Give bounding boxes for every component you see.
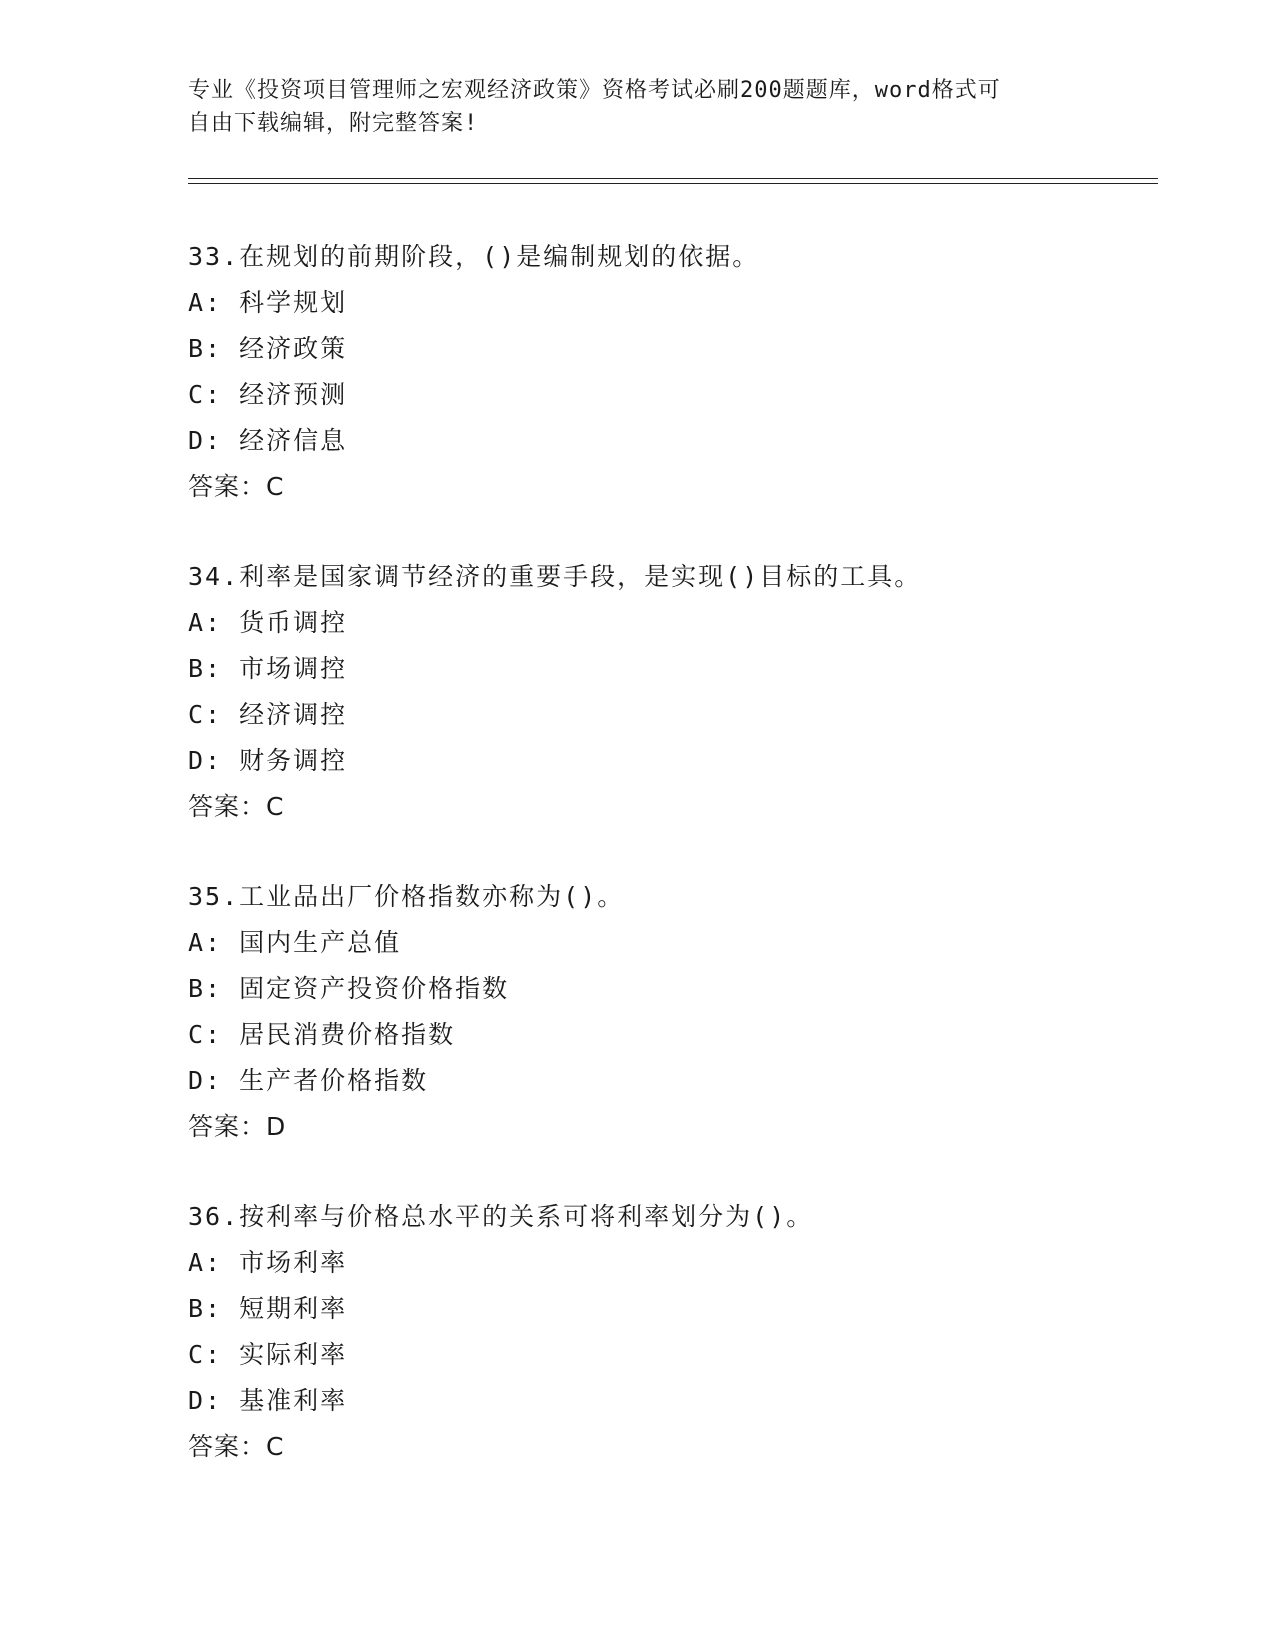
- option-d: D: 财务调控: [188, 746, 348, 775]
- question-block-36: [188, 1194, 1148, 1470]
- option-c: C: 实际利率: [188, 1340, 348, 1369]
- header-title-line-1: 专业《投资项目管理师之宏观经济政策》资格考试必刷200题题库，word格式可: [188, 78, 1001, 103]
- option-c: C: 居民消费价格指数: [188, 1020, 456, 1049]
- question-stem: 35.工业品出厂价格指数亦称为()。: [188, 882, 625, 911]
- question-stem: 36.按利率与价格总水平的关系可将利率划分为()。: [188, 1202, 814, 1231]
- header-divider-top: [188, 178, 1158, 179]
- answer-line: 答案：C: [188, 472, 285, 501]
- answer-line: 答案：D: [188, 1112, 287, 1141]
- question-stem: 33.在规划的前期阶段，()是编制规划的依据。: [188, 242, 760, 271]
- option-c: C: 经济调控: [188, 700, 348, 729]
- question-block-34: [188, 554, 1148, 830]
- header-title-line-2: 自由下载编辑，附完整答案!: [188, 111, 479, 136]
- answer-line: 答案：C: [188, 792, 285, 821]
- option-b: B: 经济政策: [188, 334, 348, 363]
- option-b: B: 短期利率: [188, 1294, 348, 1323]
- option-a: A: 国内生产总值: [188, 928, 402, 957]
- option-d: D: 经济信息: [188, 426, 348, 455]
- question-block-35: [188, 874, 1148, 1150]
- answer-line: 答案：C: [188, 1432, 285, 1461]
- option-a: A: 市场利率: [188, 1248, 348, 1277]
- question-stem: 34.利率是国家调节经济的重要手段，是实现()目标的工具。: [188, 562, 922, 591]
- option-a: A: 货币调控: [188, 608, 348, 637]
- document-header: [188, 74, 1088, 140]
- option-b: B: 固定资产投资价格指数: [188, 974, 510, 1003]
- option-d: D: 基准利率: [188, 1386, 348, 1415]
- option-d: D: 生产者价格指数: [188, 1066, 429, 1095]
- question-block-33: [188, 234, 1148, 510]
- option-b: B: 市场调控: [188, 654, 348, 683]
- header-divider-bottom: [188, 183, 1158, 184]
- option-c: C: 经济预测: [188, 380, 348, 409]
- option-a: A: 科学规划: [188, 288, 348, 317]
